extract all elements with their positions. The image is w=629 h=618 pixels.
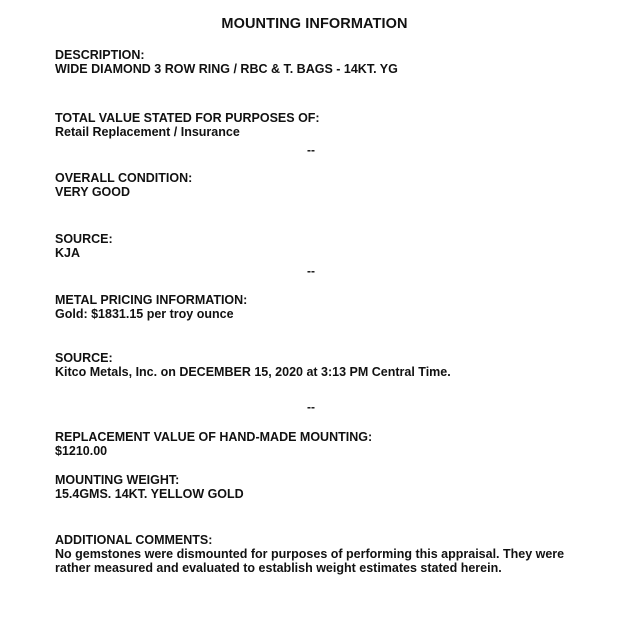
total-value-section (55, 111, 320, 139)
source-section-1 (55, 232, 113, 260)
source-label-2: SOURCE: (55, 351, 113, 365)
description-label: DESCRIPTION: (55, 48, 145, 62)
metal-pricing-section (55, 293, 247, 321)
replacement-value-label: REPLACEMENT VALUE OF HAND-MADE MOUNTING: (55, 430, 373, 444)
additional-comments-section (55, 533, 575, 575)
metal-pricing-label: METAL PRICING INFORMATION: (55, 293, 248, 307)
source-value-2: Kitco Metals, Inc. on DECEMBER 15, 2020 at 3:13 PM Central Time. (55, 365, 451, 379)
mounting-weight-section (55, 473, 244, 501)
additional-comments-label: ADDITIONAL COMMENTS: (55, 533, 213, 547)
mounting-weight-value: 15.4GMS. 14KT. YELLOW GOLD (55, 487, 244, 501)
total-value-value: Retail Replacement / Insurance (55, 125, 240, 139)
additional-comments-value: No gemstones were dismounted for purposes of performing this appraisal. They were rather measured and evaluated to establish weight estimates stated herein. (55, 547, 565, 575)
source-label-1: SOURCE: (55, 232, 113, 246)
separator-dash: -- (307, 143, 315, 157)
mounting-weight-label: MOUNTING WEIGHT: (55, 473, 180, 487)
replacement-value-value: $1210.00 (55, 444, 108, 458)
separator-dash: -- (307, 400, 315, 414)
description-value: WIDE DIAMOND 3 ROW RING / RBC & T. BAGS - 14KT. YG (55, 62, 398, 76)
total-value-label: TOTAL VALUE STATED FOR PURPOSES OF: (55, 111, 320, 125)
separator-dash: -- (307, 264, 315, 278)
overall-condition-value: VERY GOOD (55, 185, 131, 199)
overall-condition-label: OVERALL CONDITION: (55, 171, 193, 185)
description-section (55, 48, 398, 76)
page-title: MOUNTING INFORMATION (221, 16, 408, 32)
source-value-1: KJA (55, 246, 81, 260)
replacement-value-section (55, 430, 372, 458)
overall-condition-section (55, 171, 192, 199)
source-section-2 (55, 351, 451, 379)
metal-pricing-value: Gold: $1831.15 per troy ounce (55, 307, 234, 321)
